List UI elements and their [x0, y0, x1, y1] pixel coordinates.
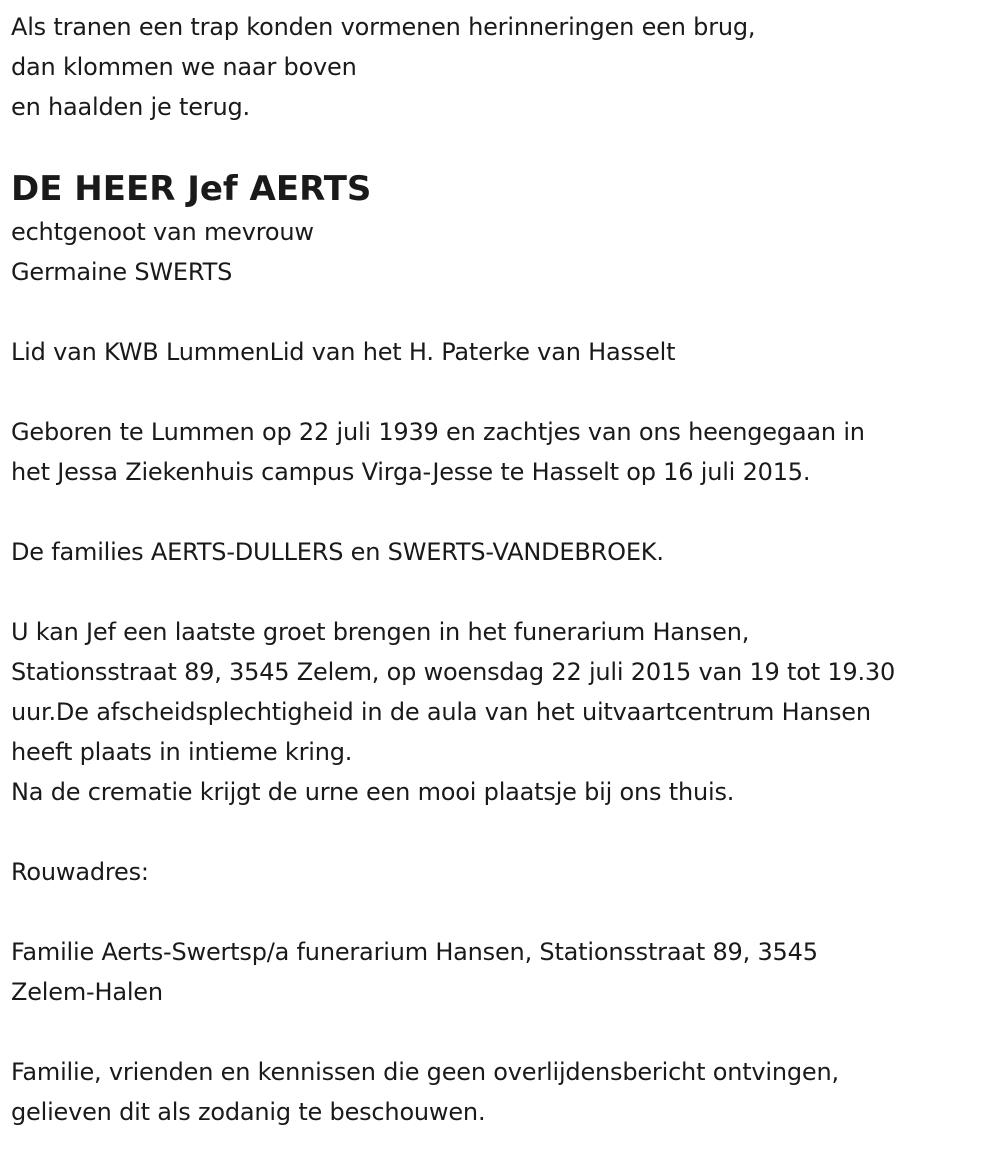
- closing-line: gelieven dit als zodanig te beschouwen.: [11, 1098, 486, 1126]
- farewell-line: U kan Jef een laatste groet brengen in het funerarium Hansen,: [11, 618, 750, 646]
- deceased-name: DE HEER Jef AERTS: [11, 169, 372, 209]
- farewell-line: Na de crematie krijgt de urne een mooi plaatsje bij ons thuis.: [11, 778, 735, 806]
- address-line: Familie Aerts-Swertsp/a funerarium Hansen, Stationsstraat 89, 3545: [11, 938, 818, 966]
- spacer: [11, 292, 996, 332]
- address-label: Rouwadres:: [11, 858, 149, 886]
- farewell-line: heeft plaats in intieme kring.: [11, 738, 353, 766]
- farewell-line: uur.De afscheidsplechtigheid in de aula van het uitvaartcentrum Hansen: [11, 698, 871, 726]
- poem-line: en haalden je terug.: [11, 93, 250, 121]
- address-line: Zelem-Halen: [11, 978, 163, 1006]
- spacer: [11, 812, 996, 852]
- poem-line: Als tranen een trap konden vormenen herinneringen een brug,: [11, 13, 756, 41]
- poem-line: dan klommen we naar boven: [11, 53, 357, 81]
- spouse-line: echtgenoot van mevrouw: [11, 218, 314, 246]
- farewell-line: Stationsstraat 89, 3545 Zelem, op woensdag 22 juli 2015 van 19 tot 19.30: [11, 658, 896, 686]
- spouse-name: Germaine SWERTS: [11, 258, 233, 286]
- spacer: [11, 492, 996, 532]
- spacer: [11, 572, 996, 612]
- obituary-notice: [11, 7, 996, 1132]
- families: De families AERTS-DULLERS en SWERTS-VANDEBROEK.: [11, 538, 664, 566]
- birth-death-line: het Jessa Ziekenhuis campus Virga-Jesse te Hasselt op 16 juli 2015.: [11, 458, 811, 486]
- spacer: [11, 372, 996, 412]
- farewell-info: [11, 612, 996, 812]
- closing-line: Familie, vrienden en kennissen die geen overlijdensbericht ontvingen,: [11, 1058, 839, 1086]
- birth-death-line: Geboren te Lummen op 22 juli 1939 en zachtjes van ons heengegaan in: [11, 418, 865, 446]
- spacer: [11, 892, 996, 932]
- spacer: [11, 1012, 996, 1052]
- memberships: Lid van KWB LummenLid van het H. Paterke van Hasselt: [11, 338, 676, 366]
- poem: [11, 7, 996, 127]
